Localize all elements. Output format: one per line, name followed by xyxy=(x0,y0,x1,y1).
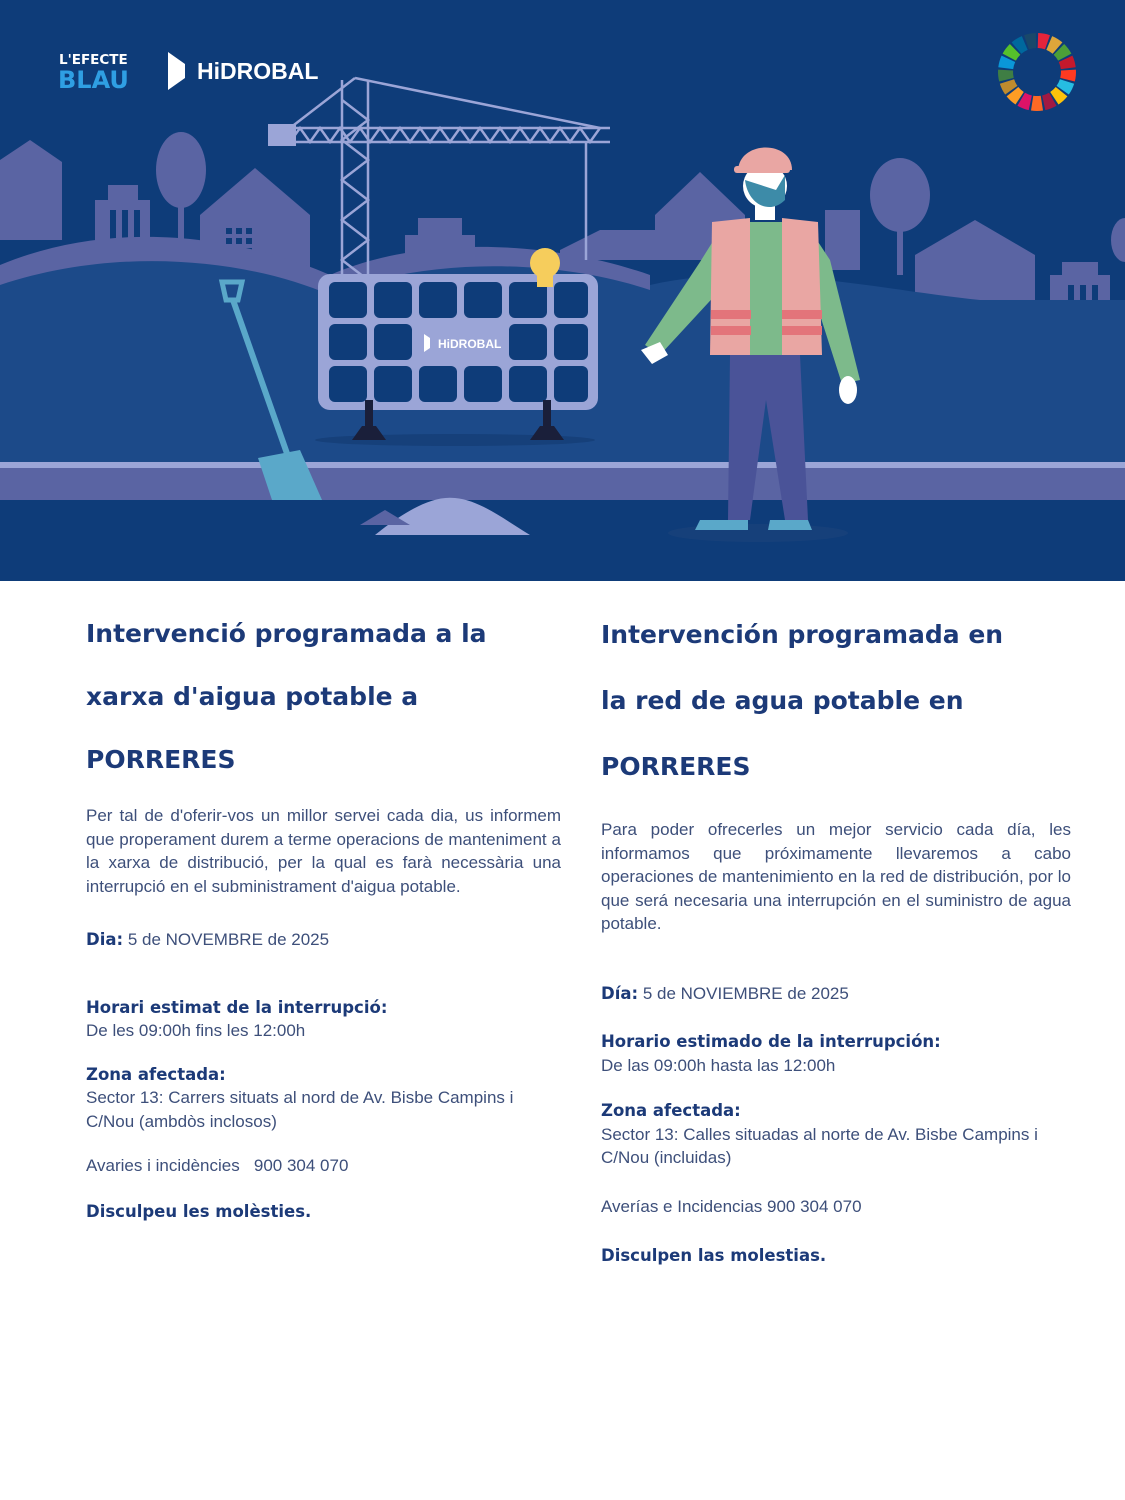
spanish-title xyxy=(601,600,1071,798)
header-illustration xyxy=(0,0,1125,581)
catalan-title-town: PORRERES xyxy=(86,745,236,774)
spanish-zone-label: Zona afectada: xyxy=(601,1101,741,1120)
catalan-faults-phone: Avaries i incidències 900 304 070 xyxy=(86,1156,349,1175)
catalan-title xyxy=(86,600,561,789)
catalan-title-line: xarxa d'aigua potable a xyxy=(86,682,419,711)
catalan-schedule-value: De les 09:00h fins les 12:00h xyxy=(86,1021,306,1040)
spanish-schedule-value: De las 09:00h hasta las 12:00h xyxy=(601,1055,836,1075)
catalan-title-line: Intervenció programada a la xyxy=(86,619,487,648)
catalan-zone xyxy=(86,1063,561,1134)
efecte-line1: L'EFECTE xyxy=(59,52,128,68)
spanish-notice xyxy=(601,600,1071,1268)
catalan-zone-value: Sector 13: Carrers situats al nord de Av. Bisbe Campins i C/Nou (ambdòs inclosos) xyxy=(86,1088,514,1131)
spanish-title-line: la red de agua potable en xyxy=(601,686,964,715)
catalan-apology xyxy=(86,1200,561,1224)
spanish-title-town: PORRERES xyxy=(601,752,751,781)
spanish-day-value: 5 de NOVIEMBRE de 2025 xyxy=(638,983,849,1003)
catalan-day-value: 5 de NOVEMBRE de 2025 xyxy=(123,930,330,949)
catalan-intro: Per tal de d'oferir-vos un millor servei cada dia, us informem que properament durem a terme operacions de manteniment a la xarxa de distribució, per la qual es farà necessària una interrupció en el subministrament d'aigua potable. xyxy=(86,806,561,896)
spanish-apology xyxy=(601,1244,1071,1268)
catalan-schedule-label: Horari estimat de la interrupció: xyxy=(86,997,388,1017)
spanish-schedule-label: Horario estimado de la interrupción: xyxy=(601,1032,941,1051)
efecte-blau-logo xyxy=(58,52,129,94)
spanish-faults-phone: Averías e Incidencias 900 304 070 xyxy=(601,1196,862,1216)
hidrobal-logo-text: HiDROBAL xyxy=(197,58,319,84)
catalan-zone-label: Zona afectada: xyxy=(86,1064,226,1084)
spanish-apology-text: Disculpen las molestias. xyxy=(601,1246,827,1265)
catalan-day-label: Dia: xyxy=(86,930,124,949)
spanish-schedule xyxy=(601,1030,1071,1077)
spanish-day xyxy=(601,982,1071,1006)
catalan-notice xyxy=(86,600,561,1223)
spanish-title-line: Intervención programada en xyxy=(601,620,1004,649)
spanish-day-label: Día: xyxy=(601,983,639,1003)
fence-logo-text: HiDROBAL xyxy=(438,337,502,351)
catalan-schedule xyxy=(86,996,561,1043)
spanish-intro: Para poder ofrecerles un mejor servicio cada día, les informamos que próximamente llevaremos a cabo operaciones de mantenimiento en la red de distribución, por lo que será necesaria una interrupción en el suministro de agua potable. xyxy=(601,820,1071,933)
spanish-zone-value: Sector 13: Calles situadas al norte de Av. Bisbe Campins i C/Nou (incluidas) xyxy=(601,1124,1038,1167)
efecte-line2: BLAU xyxy=(58,66,129,94)
catalan-apology-text: Disculpeu les molèsties. xyxy=(86,1201,312,1221)
catalan-day xyxy=(86,928,561,952)
spanish-zone xyxy=(601,1099,1071,1170)
